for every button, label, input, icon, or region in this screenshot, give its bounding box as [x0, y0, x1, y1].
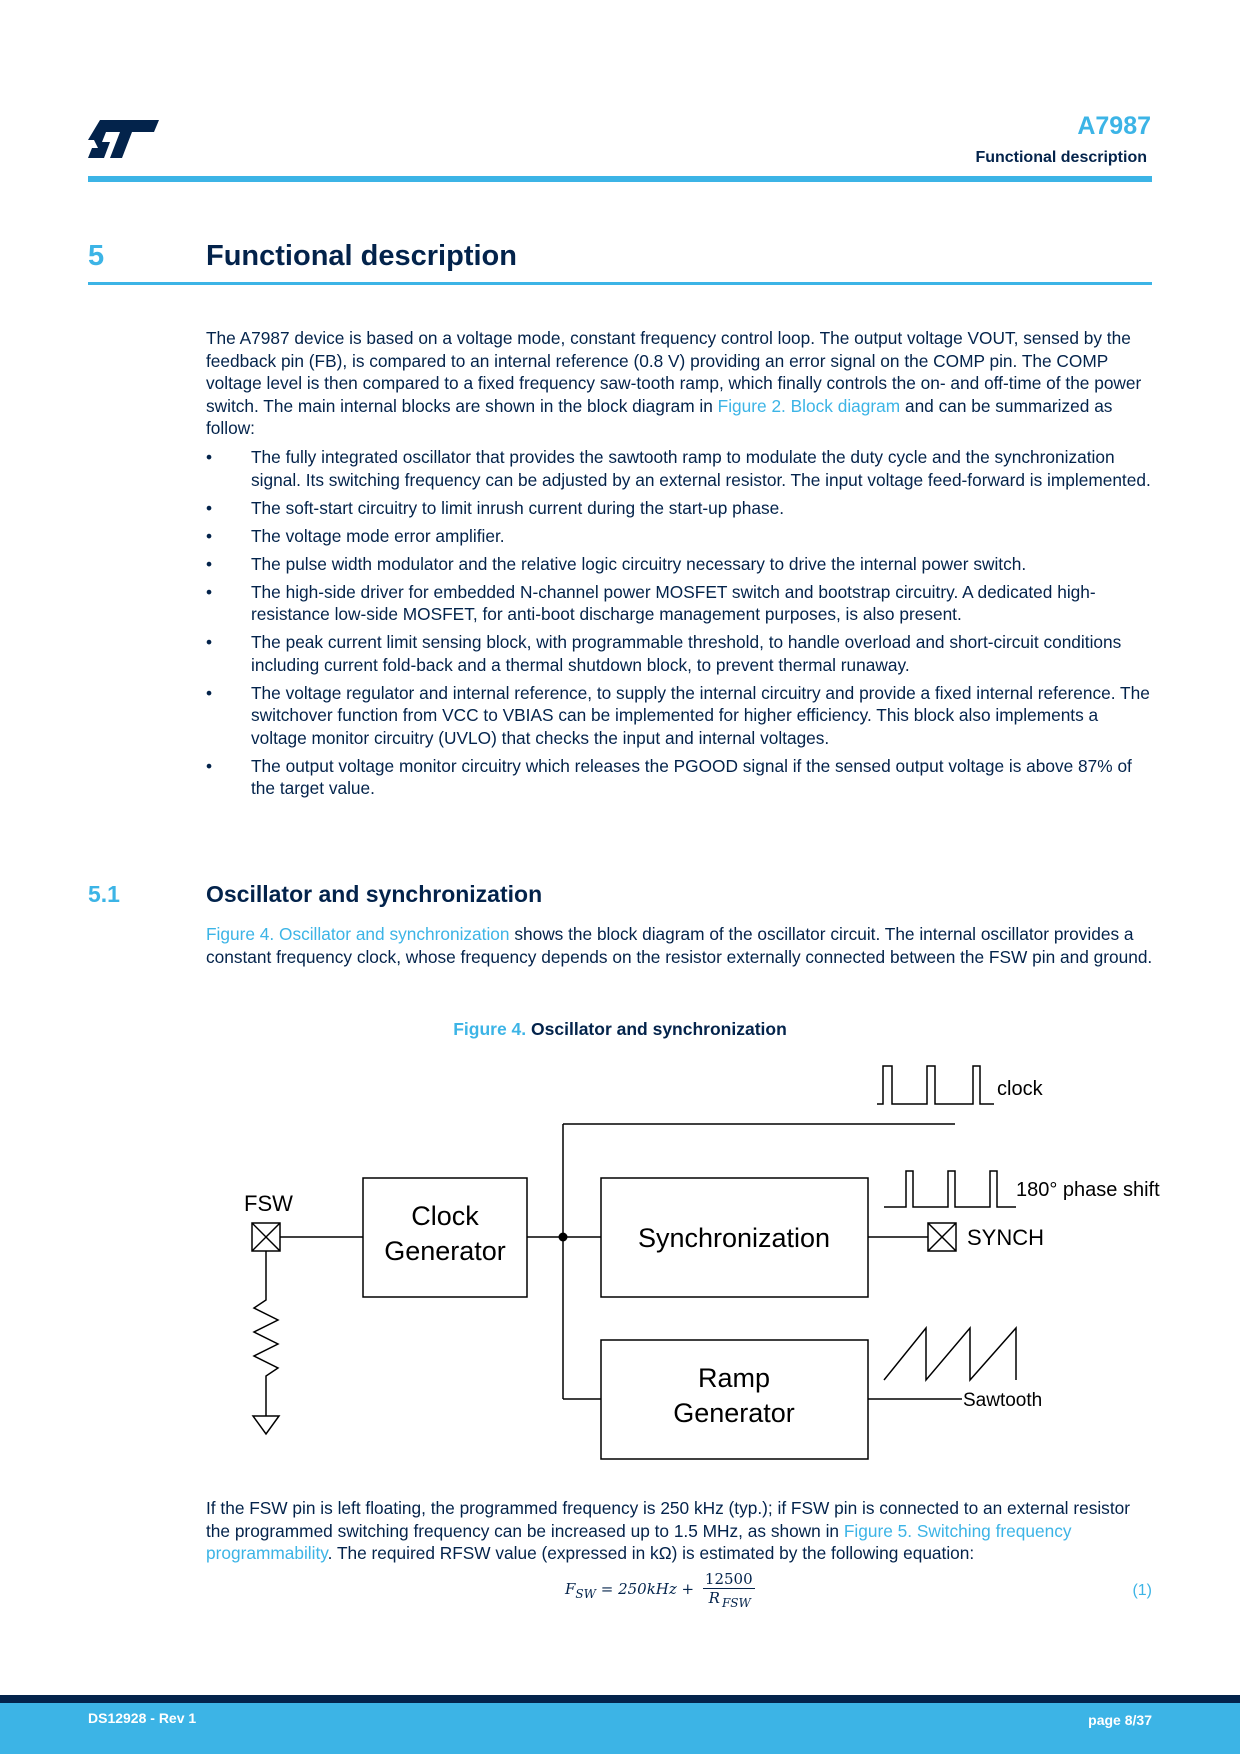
bullet-icon: •: [206, 682, 213, 703]
frequency-paragraph: [206, 1497, 1154, 1565]
ramp-generator-label: Ramp: [697, 1363, 771, 1393]
section-number: 5: [88, 240, 105, 272]
st-logo: [88, 118, 160, 160]
list-item-text: The peak current limit sensing block, with programmable threshold, to handle overload and short-circuit conditions including current fold-back and a thermal shutdown block, to prevent thermal runaway.: [251, 632, 1122, 675]
list-item-text: The output voltage monitor circuitry which releases the PGOOD signal if the sensed output voltage is above 87% of the target value.: [251, 755, 1132, 798]
header-product: A7987: [1077, 112, 1151, 140]
list-item: [206, 497, 1154, 520]
equation-denominator-sub: FSW: [721, 1596, 751, 1610]
figure-caption: [0, 1019, 1240, 1040]
subsection-number: 5.1: [88, 881, 120, 907]
list-item-text: The soft-start circuitry to limit inrush current during the start-up phase.: [251, 497, 785, 518]
intro-text: The A7987 device is based on a voltage mode, constant frequency control loop. The output voltage VOUT, sensed by the feedback pin (FB), is compared to an internal reference (0.8 V) providing an error signal on the COMP pin. The COMP voltage level is then compared to a fixed frequency saw-tooth ramp, which finally controls the on- and off-time of the power switch. The main internal blocks are shown in the block diagram in: [206, 328, 1142, 416]
clock-waveform: [877, 1066, 994, 1104]
list-item: [206, 553, 1154, 576]
equation-denominator-symbol: R: [708, 1589, 720, 1607]
figure-5-link[interactable]: Figure 5. Switching frequency programmability: [206, 1520, 1072, 1563]
fsw-label: FSW: [244, 1191, 293, 1216]
bullet-icon: •: [206, 581, 213, 602]
equation-middle: = 250kHz +: [595, 1580, 699, 1598]
figure-caption-number: Figure 4.: [453, 1019, 527, 1039]
phase-shift-label: 180° phase shift: [1016, 1179, 1160, 1201]
ground-icon: [253, 1416, 279, 1434]
list-item-text: The pulse width modulator and the relative logic circuitry necessary to drive the internal power switch.: [251, 553, 1027, 574]
clock-label: clock: [997, 1078, 1043, 1100]
bullet-icon: •: [206, 497, 213, 518]
frequency-text: If the FSW pin is left floating, the programmed frequency is 250 kHz (typ.); if FSW pin is connected to an external resistor the programmed switching frequency can be increased up to 1.5 MHz, as shown in: [206, 1498, 1130, 1541]
synch-label: SYNCH: [967, 1225, 1045, 1250]
list-item: [206, 682, 1154, 750]
equation-number: (1): [1132, 1582, 1152, 1599]
oscillator-text: shows the block diagram of the oscillator circuit. The internal oscillator provides a constant frequency clock, whose frequency depends on the resistor externally connected between the FSW pin and ground.: [206, 924, 1153, 967]
list-item-text: The voltage regulator and internal reference, to supply the internal circuitry and provide a fixed internal reference. The switchover function from VCC to VBIAS can be implemented for higher efficiency. This block also implements a voltage monitor circuitry (UVLO) that checks the input and internal voltages.: [251, 682, 1150, 748]
bullet-icon: •: [206, 632, 213, 652]
clock-generator-label: Clock: [411, 1201, 479, 1231]
section-rule: [88, 282, 1152, 285]
list-item: [206, 755, 1154, 800]
figure-4-link[interactable]: Figure 4. Oscillator and synchronization: [206, 924, 510, 944]
fsw-equation: [565, 1570, 755, 1610]
bullet-icon: •: [206, 525, 213, 546]
list-item-text: The high-side driver for embedded N-channel power MOSFET switch and bootstrap circuitry. A dedicated high-resistance low-side MOSFET, for anti-boot discharge management purposes, is also present.: [251, 581, 1096, 624]
phase-shift-waveform: [884, 1171, 1016, 1207]
bullet-icon: •: [206, 447, 213, 467]
figure-2-link[interactable]: Figure 2. Block diagram: [717, 395, 901, 416]
block-list: [206, 446, 1154, 805]
footer-page-number: page 8/37: [1088, 1712, 1152, 1728]
frequency-tail: . The required RFSW value (expressed in kΩ) is estimated by the following equation:: [327, 1543, 975, 1563]
equation-denominator: [703, 1589, 755, 1610]
list-item: [206, 446, 1154, 491]
oscillator-paragraph: [206, 923, 1154, 968]
sawtooth-waveform: [884, 1328, 1016, 1380]
oscillator-block-diagram: [200, 1050, 1180, 1470]
list-item: [206, 631, 1154, 676]
bullet-icon: •: [206, 755, 213, 776]
equation-fraction: [703, 1570, 755, 1610]
section-title: Functional description: [206, 240, 517, 272]
bus-junction: [559, 1233, 568, 1242]
list-item: [206, 525, 1154, 548]
synchronization-label: Synchronization: [637, 1223, 831, 1253]
equation-lhs-sub: SW: [575, 1587, 596, 1601]
equation-numerator: 12500: [704, 1570, 753, 1588]
sawtooth-label: Sawtooth: [963, 1390, 1043, 1411]
header-section: Functional description: [975, 149, 1147, 166]
ramp-generator-label: Generator: [673, 1398, 795, 1428]
list-item-text: The fully integrated oscillator that provides the sawtooth ramp to modulate the duty cycle and the synchronization signal. Its switching frequency can be adjusted by an external resistor. The input voltage feed-forward is implemented.: [251, 447, 1151, 490]
figure-caption-title: Oscillator and synchronization: [531, 1019, 787, 1039]
footer-top-band: [0, 1695, 1240, 1703]
list-item: [206, 581, 1154, 626]
bullet-icon: •: [206, 553, 213, 574]
clock-generator-label: Generator: [384, 1236, 506, 1266]
intro-paragraph: [206, 327, 1154, 440]
fsw-resistor: [254, 1251, 278, 1416]
list-item-text: The voltage mode error amplifier.: [251, 525, 505, 546]
footer-doc-id: DS12928 - Rev 1: [88, 1710, 197, 1726]
intro-tail: and can be summarized as follow:: [206, 395, 1113, 438]
subsection-title: Oscillator and synchronization: [206, 881, 543, 907]
equation-lhs: F: [565, 1580, 576, 1598]
header-rule: [88, 176, 1152, 182]
